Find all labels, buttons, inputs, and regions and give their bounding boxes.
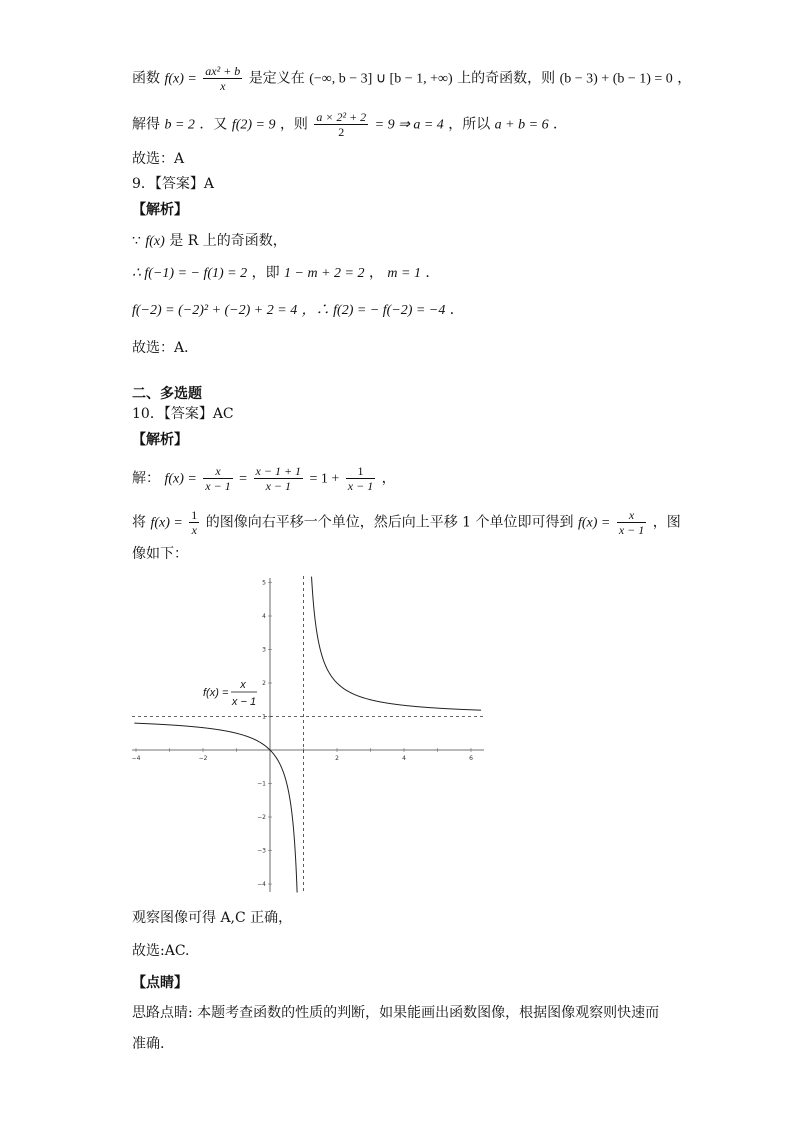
math: f(−2) = (−2)² + (−2) + 2 = 4 xyxy=(132,303,298,318)
text: 是 R 上的奇函数， xyxy=(169,233,287,249)
math: 1 − m + 2 = 2 xyxy=(284,266,365,281)
asymptotes xyxy=(132,576,484,894)
y-tick-label: −1 xyxy=(257,780,266,788)
math: = 1 + xyxy=(309,471,340,487)
math: (b − 3) + (b − 1) = 0 xyxy=(559,71,673,87)
numerator: x xyxy=(203,464,232,479)
math: ∴ f(−1) = − f(1) = 2 xyxy=(132,266,248,281)
solution-line-2 xyxy=(132,110,567,139)
solution-line-1 xyxy=(132,64,691,93)
text: 将 xyxy=(132,514,146,531)
x-tick-label: 2 xyxy=(335,755,339,762)
solution-line-14 xyxy=(132,508,681,537)
math: f(2) = 9 xyxy=(231,117,276,133)
fraction xyxy=(189,508,199,537)
solution-line-7 xyxy=(132,263,439,284)
answer-choice-9: 故选：A． xyxy=(132,340,199,356)
text: 解得 xyxy=(132,116,160,133)
math: b = 2 xyxy=(164,117,195,133)
x-tick-label: 4 xyxy=(402,755,406,762)
tick-labels xyxy=(132,580,474,889)
x-tick-label: −2 xyxy=(198,755,208,762)
math: f(x) xyxy=(145,234,165,249)
analysis-heading-10: 【解析】 xyxy=(132,432,188,448)
answer-9-heading: 9．【答案】A xyxy=(132,176,215,192)
text: ．又 xyxy=(199,116,228,133)
fraction xyxy=(203,64,242,93)
text: ， xyxy=(368,265,383,281)
math: = xyxy=(239,471,248,487)
denominator: x − 1 xyxy=(347,479,374,493)
conclusion-line: 观察图像可得 A,C 正确， xyxy=(132,910,293,926)
function-graph xyxy=(130,574,486,896)
section-heading: 二、多选题 xyxy=(132,386,202,402)
answer-choice-8: 故选：A xyxy=(132,151,185,167)
remark-line-2: 准确. xyxy=(132,1036,165,1052)
math: f(x) = xyxy=(150,515,183,531)
function-label-lhs: f(x) = xyxy=(203,687,229,699)
text: ，即 xyxy=(251,265,280,281)
fraction xyxy=(314,110,368,139)
denominator: 2 xyxy=(338,125,345,139)
numerator: 1 xyxy=(191,508,198,522)
text: ，所以 xyxy=(448,116,491,133)
analysis-heading-9: 【解析】 xyxy=(132,202,188,218)
x-tick-label: −4 xyxy=(131,755,141,762)
remark-heading: 【点睛】 xyxy=(132,975,188,991)
text: ． xyxy=(449,302,464,318)
solution-line-15: 像如下： xyxy=(132,546,188,562)
function-label-num: x xyxy=(240,679,246,691)
text: 函数 xyxy=(132,70,160,87)
denominator: x xyxy=(220,79,226,93)
math: (−∞, b − 3] ∪ [b − 1, +∞) xyxy=(309,71,453,87)
denominator: x − 1 xyxy=(618,523,645,537)
math: f(x) = xyxy=(164,471,197,487)
math: ，∴ f(2) = − f(−2) = −4 xyxy=(301,303,446,318)
function-label-den: x − 1 xyxy=(231,696,257,708)
fraction xyxy=(203,464,232,493)
text: ， xyxy=(381,470,396,487)
text: ， xyxy=(677,70,692,87)
function-label xyxy=(203,679,257,708)
denominator: x − 1 xyxy=(205,479,231,493)
y-tick-label: 5 xyxy=(262,579,266,587)
y-tick-label: −4 xyxy=(257,881,266,888)
text: 上的奇函数，则 xyxy=(457,70,556,87)
numerator: ax² + b xyxy=(205,64,241,78)
math: = 9 ⇒ a = 4 xyxy=(374,117,444,133)
solution-line-6 xyxy=(132,231,287,252)
math: a + b = 6 xyxy=(494,117,549,133)
text: ． xyxy=(553,116,568,133)
curves xyxy=(131,577,481,893)
numerator: a × 2² + 2 xyxy=(316,110,367,124)
numerator: x xyxy=(617,508,646,523)
fraction xyxy=(617,508,646,537)
x-tick-label: 6 xyxy=(469,755,473,762)
math: m = 1 xyxy=(387,266,421,281)
y-tick-label: −3 xyxy=(257,847,266,855)
answer-choice-10: 故选:AC. xyxy=(132,943,190,959)
denominator: x xyxy=(191,523,197,537)
math: f(x) = xyxy=(164,71,197,87)
text: ，则 xyxy=(279,116,308,133)
text: 解： xyxy=(132,470,160,487)
numerator: x − 1 + 1 xyxy=(255,464,302,478)
text: 是定义在 xyxy=(248,70,305,87)
y-tick-label: −2 xyxy=(257,814,266,821)
solution-line-13 xyxy=(132,464,396,493)
curve-right-branch xyxy=(312,577,482,711)
y-tick-label: 4 xyxy=(262,613,266,620)
math: f(x) = xyxy=(578,515,611,531)
text: 的图像向右平移一个单位，然后向上平移 1 个单位即可得到 xyxy=(205,514,574,531)
fraction xyxy=(254,464,304,493)
axes xyxy=(132,578,484,892)
answer-10-heading: 10．【答案】AC xyxy=(132,406,234,422)
denominator: x − 1 xyxy=(265,479,292,493)
y-tick-label: 1 xyxy=(262,713,266,721)
text: ． xyxy=(425,265,440,281)
text: ∵ xyxy=(132,233,141,249)
y-tick-label: 2 xyxy=(262,680,266,687)
remark-line-1: 思路点睛: 本题考查函数的性质的判断，如果能画出函数图像，根据图像观察则快速而 xyxy=(132,1005,660,1021)
y-tick-label: 3 xyxy=(262,646,266,654)
solution-line-8 xyxy=(132,300,464,321)
numerator: 1 xyxy=(346,464,375,479)
text: ，图 xyxy=(652,514,681,531)
curve-left-branch xyxy=(131,723,297,892)
fraction xyxy=(346,464,375,493)
